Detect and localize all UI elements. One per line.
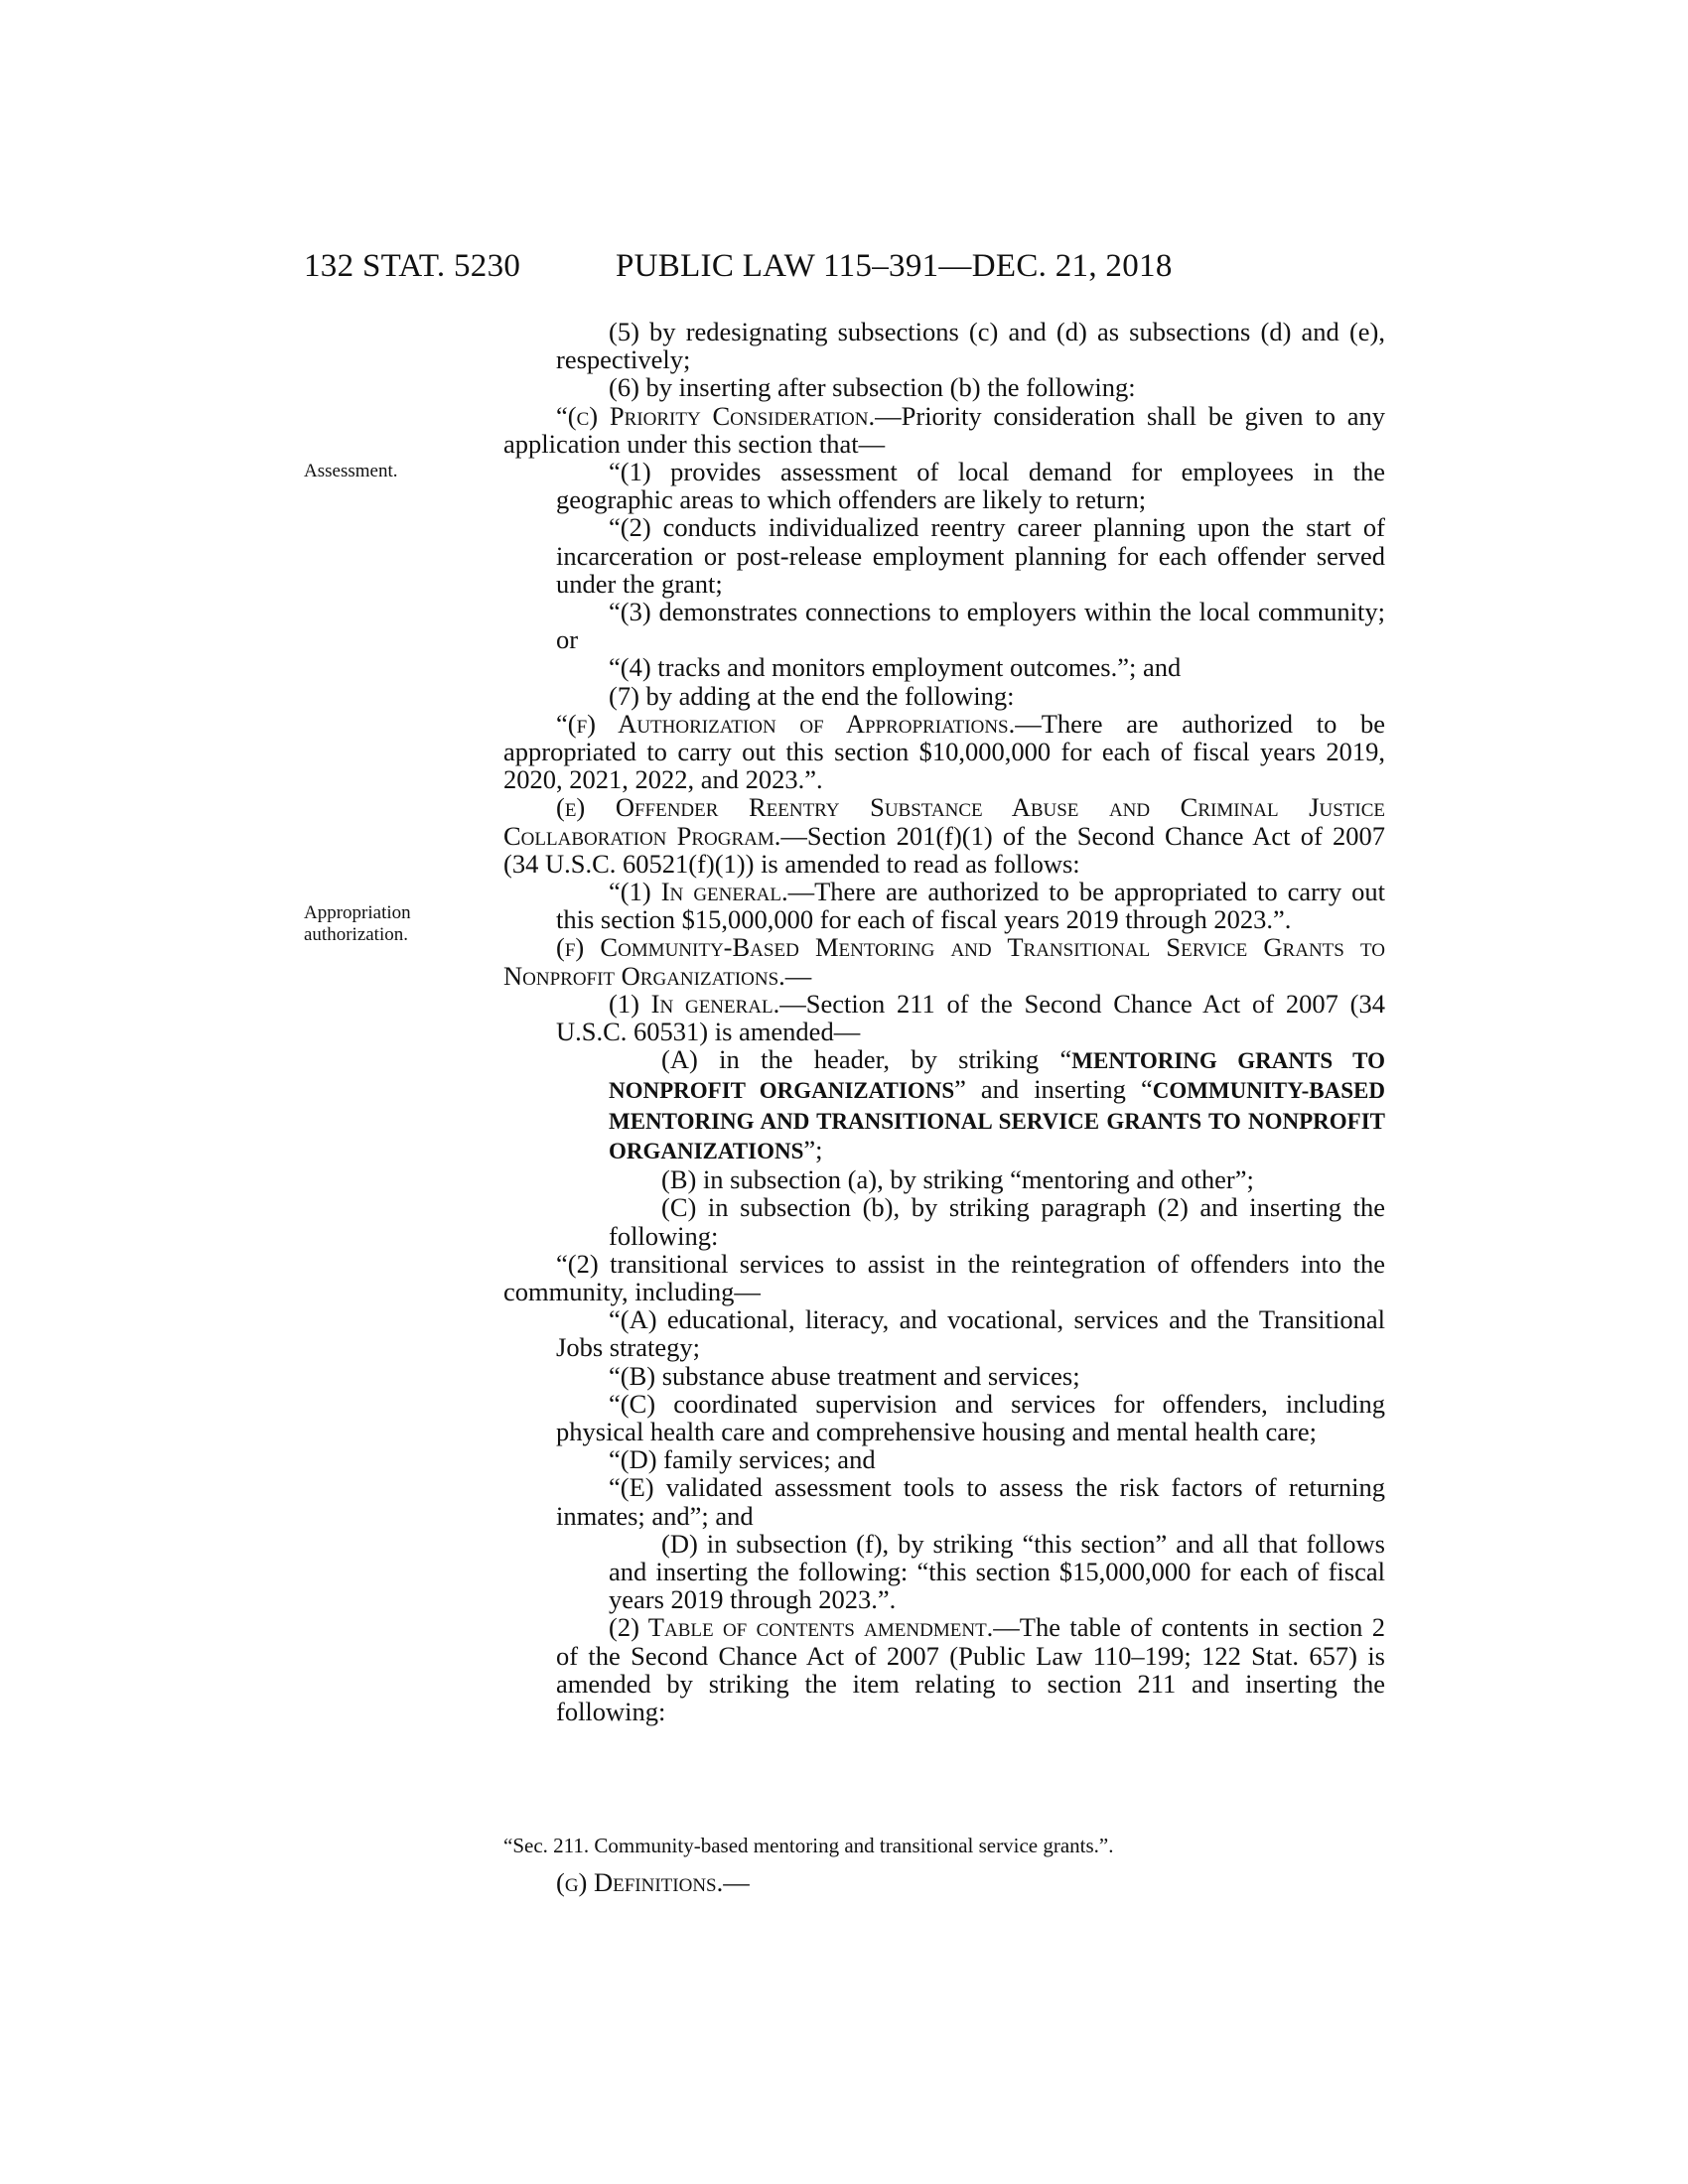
- subsection-f-paragraph-2: [503, 1613, 1385, 1725]
- paragraph-7: (7) by adding at the end the following:: [609, 680, 1015, 711]
- margin-note-appropriation-line2: authorization.: [304, 924, 408, 945]
- statute-page-reference: 132 STAT. 5230: [304, 248, 521, 284]
- subsection-f-appropriations: [503, 710, 1385, 794]
- subsection-f-paragraph-1-heading: (1) In general.: [609, 988, 780, 1019]
- subparagraph-C: (C) in subsection (b), by striking paragraph (2) and inserting the following:: [609, 1192, 1385, 1251]
- subsection-e-paragraph-1: [503, 878, 1385, 933]
- subsection-e-paragraph-1-text: —There are authorized to be appropriated to carry out this section $15,000,000 for each of fiscal years 2019 through 2023.”.: [556, 877, 1385, 935]
- page-header: [0, 248, 1688, 288]
- document-body: [503, 318, 1385, 1725]
- subsection-g-dash: —: [723, 1867, 750, 1897]
- subsection-f-paragraph-1-text: —Section 211 of the Second Chance Act of 2007 (34 U.S.C. 60531) is amended—: [556, 988, 1385, 1047]
- margin-note-appropriation-line1: Appropriation: [304, 902, 411, 923]
- quoted-subparagraph-A: “(A) educational, literacy, and vocational, services and the Transitional Jobs strategy;: [556, 1304, 1385, 1363]
- subparagraph-A: [503, 1045, 1385, 1165]
- quoted-subparagraph-B: “(B) substance abuse treatment and services;: [609, 1360, 1080, 1391]
- subsection-e: [503, 793, 1385, 878]
- paragraph-5: (5) by redesignating subsections (c) and (d) as subsections (d) and (e), respectively;: [556, 317, 1385, 375]
- subsection-f-paragraph-1: [503, 990, 1385, 1045]
- clause-c2: “(2) conducts individualized reentry career planning upon the start of incarceration or post-release employment planning for each offender served under the grant;: [556, 512, 1385, 599]
- subsection-e-paragraph-1-heading: “(1) In general.: [609, 877, 788, 907]
- subsection-f-text: —There are authorized to be appropriated to carry out this section $10,000,000 for each of fiscal years 2019, 2020, 2021, 2022, and 2023.”.: [503, 708, 1385, 795]
- subsection-f-heading: “(f) Authorization of Appropriations.: [556, 708, 1016, 739]
- margin-note-assessment: Assessment.: [304, 461, 398, 481]
- subparagraph-B: (B) in subsection (a), by striking “mentoring and other”;: [661, 1164, 1254, 1195]
- margin-note-appropriation: [304, 902, 453, 946]
- subparagraph-A-struck-header: MENTORING GRANTS TO NONPROFIT ORGANIZATIONS: [609, 1048, 1385, 1104]
- subparagraph-A-post: ”;: [803, 1134, 823, 1164]
- subsection-c-text: —Priority consideration shall be given to any application under this section that—: [503, 400, 1386, 459]
- clause-c4: “(4) tracks and monitors employment outcomes.”; and: [609, 652, 1182, 683]
- subsection-g-heading: (g) Definitions.: [556, 1867, 724, 1897]
- quoted-subparagraph-D: “(D) family services; and: [609, 1444, 876, 1475]
- quoted-subparagraph-E: “(E) validated assessment tools to assess the risk factors of returning inmates; and”; and: [556, 1472, 1385, 1531]
- subparagraph-D: (D) in subsection (f), by striking “this section” and all that follows and inserting the following: “this section $15,000,000 for each of fiscal years 2019 through 2023.”.: [609, 1528, 1385, 1615]
- subsection-f-mentoring-dash: —: [784, 960, 812, 991]
- table-of-contents-entry: “Sec. 211. Community-based mentoring and transitional service grants.”.: [503, 1834, 1114, 1857]
- subparagraph-A-pre: (A) in the header, by striking “: [661, 1044, 1072, 1075]
- subsection-f-paragraph-2-text: —The table of contents in section 2 of the Second Chance Act of 2007 (Public Law 110–199; 122 Stat. 657) is amended by striking the item relating to section 211 and inserting the following:: [556, 1612, 1385, 1726]
- subsection-f-mentoring-heading: (f) Community-Based Mentoring and Transitional Service Grants to Nonprofit Organizations.: [503, 932, 1385, 991]
- subsection-e-text: —Section 201(f)(1) of the Second Chance Act of 2007 (34 U.S.C. 60521(f)(1)) is amended to read as follows:: [503, 820, 1385, 879]
- paragraph-6: (6) by inserting after subsection (b) the following:: [609, 372, 1136, 403]
- subsection-c-heading: “(c) Priority Consideration.: [556, 400, 876, 431]
- quoted-paragraph-2: “(2) transitional services to assist in the reintegration of offenders into the community, including—: [503, 1248, 1385, 1306]
- clause-c1: “(1) provides assessment of local demand for employees in the geographic areas to which offenders are likely to return;: [556, 457, 1385, 515]
- subsection-c: [503, 402, 1385, 458]
- subparagraph-A-mid: ” and inserting “: [954, 1074, 1153, 1105]
- subparagraph-A-inserted-header: COMMUNITY-BASED MENTORING AND TRANSITIONAL SERVICE GRANTS TO NONPROFIT ORGANIZATIONS: [609, 1078, 1385, 1163]
- subsection-f-paragraph-2-heading: (2) Table of contents amendment.: [609, 1612, 994, 1643]
- subsection-g: [556, 1868, 750, 1896]
- quoted-subparagraph-C: “(C) coordinated supervision and services for offenders, including physical health care and comprehensive housing and mental health care;: [556, 1388, 1385, 1446]
- public-law-title: PUBLIC LAW 115–391—DEC. 21, 2018: [616, 248, 1173, 284]
- clause-c3: “(3) demonstrates connections to employers within the local community; or: [556, 597, 1385, 655]
- subsection-e-heading: (e) Offender Reentry Substance Abuse and Criminal Justice Collaboration Program.: [503, 792, 1385, 851]
- subsection-f-mentoring: [503, 933, 1385, 989]
